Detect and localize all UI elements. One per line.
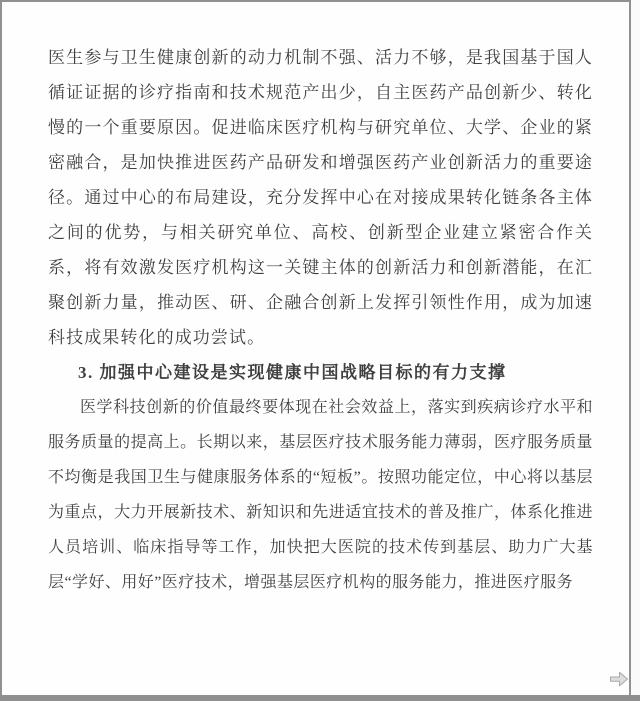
paragraph-continuation: 医生参与卫生健康创新的动力机制不强、活力不够，是我国基于国人循证证据的诊疗指南和技术规范产出少，自主医药产品创新少、转化慢的一个重要原因。促进临床医疗机构与研究单位、大学、企业的紧密融合，是加快推进医药产品研发和增强医药产业创新活力的重要途径。通过中心的布局建设，充分发挥中心在对接成果转化链条各主体之间的优势，与相关研究单位、高校、创新型企业建立紧密合作关系，将有效激发医疗机构这一关键主体的创新活力和创新潜能，在汇聚创新力量，推动医、研、企融合创新上发挥引领性作用，成为加速科技成果转化的成功尝试。 bbox=[48, 48, 593, 347]
forward-arrow-icon bbox=[608, 669, 630, 689]
page-text-block bbox=[48, 40, 593, 600]
paragraph-body: 医学科技创新的价值最终要体现在社会效益上，落实到疾病诊疗水平和服务质量的提高上。长期以来，基层医疗技术服务能力薄弱，医疗服务质量不均衡是我国卫生与健康服务体系的“短板”。按照功能定位，中心将以基层为重点，大力开展新技术、新知识和先进适宜技术的普及推广，体系化推进人员培训、临床指导等工作，加快把大医院的技术传到基层、助力广大基层“学好、用好”医疗技术，增强基层医疗机构的服务能力，推进医疗服务 bbox=[48, 399, 593, 591]
page-bottom-edge bbox=[0, 695, 640, 701]
section-heading: 3. 加强中心建设是实现健康中国战略目标的有力支撑 bbox=[78, 363, 507, 382]
